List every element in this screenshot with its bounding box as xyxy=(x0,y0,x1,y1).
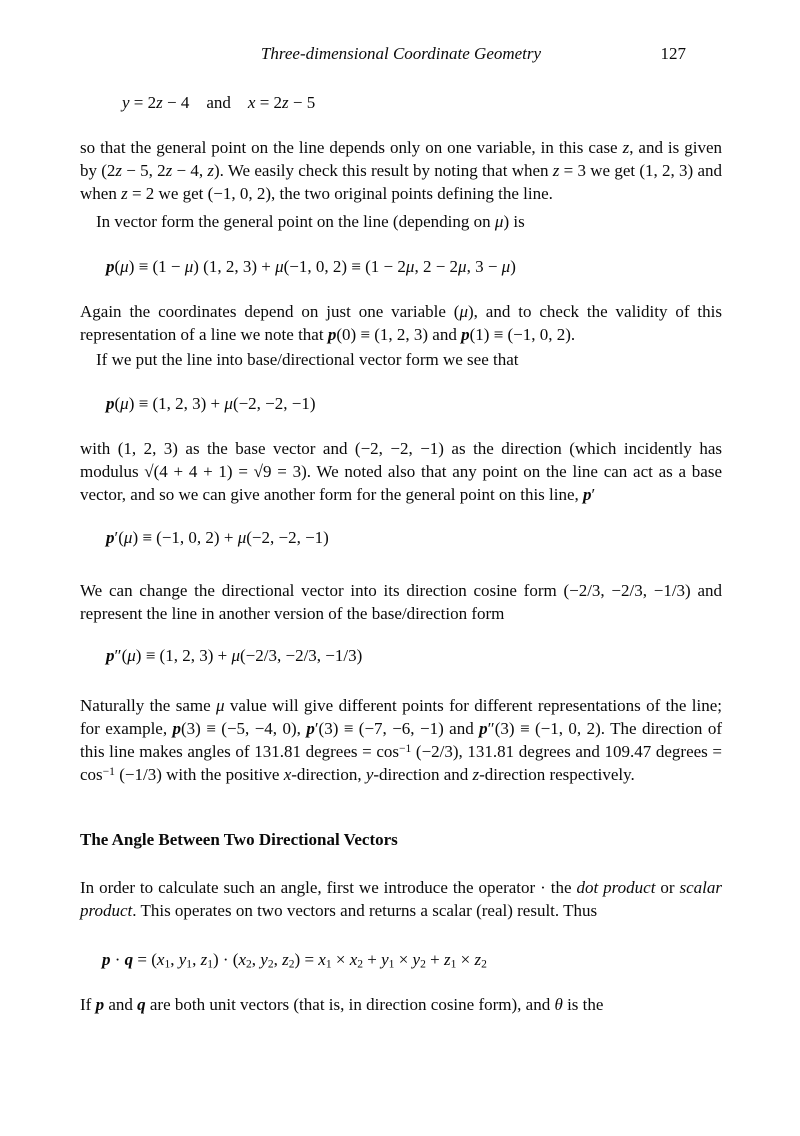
running-title: Three-dimensional Coordinate Geometry xyxy=(260,44,542,63)
equation-p-mu-base-direction: p(μ) ≡ (1, 2, 3) + μ(−2, −2, −1) xyxy=(106,394,316,413)
equation-p-prime: p′(μ) ≡ (−1, 0, 2) + μ(−2, −2, −1) xyxy=(106,528,329,547)
paragraph-dot-product-intro: In order to calculate such an angle, first we introduce the operator · the dot product or scalar product. This operates on two vectors and returns a scalar (real) result. Thus xyxy=(80,878,722,920)
paragraph-unit-vectors: If p and q are both unit vectors (that is, in direction cosine form), and θ is the xyxy=(80,995,604,1014)
equation-xy: y = 2z − 4 and x = 2z − 5 xyxy=(122,93,316,112)
paragraph-base-directional-intro: If we put the line into base/directional vector form we see that xyxy=(96,350,519,369)
equation-p-mu-two-point: p(μ) ≡ (1 − μ) (1, 2, 3) + μ(−1, 0, 2) ≡ (1 − 2μ, 2 − 2μ, 3 − μ) xyxy=(106,257,516,276)
paragraph-base-vector-modulus: with (1, 2, 3) as the base vector and (−2, −2, −1) as the direction (which incidently has modulus √(4 + 4 + 1) = √9 = 3). We noted also that any point on the line can act as a base vector, and so we can give another form for the general point on this line, p′ xyxy=(80,439,722,504)
page-number: 127 xyxy=(660,44,686,63)
paragraph-again-coordinates: Again the coordinates depend on just one variable (μ), and to check the validity of this representation of a line we note that p(0) ≡ (1, 2, 3) and p(1) ≡ (−1, 0, 2). xyxy=(80,302,722,344)
paragraph-vector-form-intro: In vector form the general point on the line (depending on μ) is xyxy=(96,212,525,231)
paragraph-direction-cosine: We can change the directional vector into its direction cosine form (−2/3, −2/3, −1/3) and represent the line in another version of the base/direction form xyxy=(80,581,722,623)
paragraph-same-mu-value: Naturally the same μ value will give different points for different representations of the line; for example, p(3) ≡ (−5, −4, 0), p′(3) ≡ (−7, −6, −1) and p″(3) ≡ (−1, 0, 2). The direction of this line makes angles of 131.81 degrees = $\cos^{-1} (-2/3)$, 131.81 degrees and 109.47 degrees = $\cos^{-1} (-1/3)$ with the positive x-direction, y-direction and z-direction respectively. xyxy=(80,696,723,784)
equation-p-double-prime: p″(μ) ≡ (1, 2, 3) + μ(−2/3, −2/3, −1/3) xyxy=(106,646,363,665)
section-heading-angle: The Angle Between Two Directional Vectors xyxy=(80,830,398,849)
equation-dot-product: p · q = (x1, y1, z1) · (x2, y2, z2) = x1 × x2 + y1 × y2 + z1 × z2 xyxy=(102,950,487,971)
paragraph-general-point: so that the general point on the line depends only on one variable, in this case z, and is given by (2z − 5, 2z − 4, z). We easily check this result by noting that when z = 3 we get (1, 2, 3) and when z = 2 we get (−1, 0, 2), the two original points defining the line. xyxy=(80,138,723,203)
page-header xyxy=(80,42,722,65)
